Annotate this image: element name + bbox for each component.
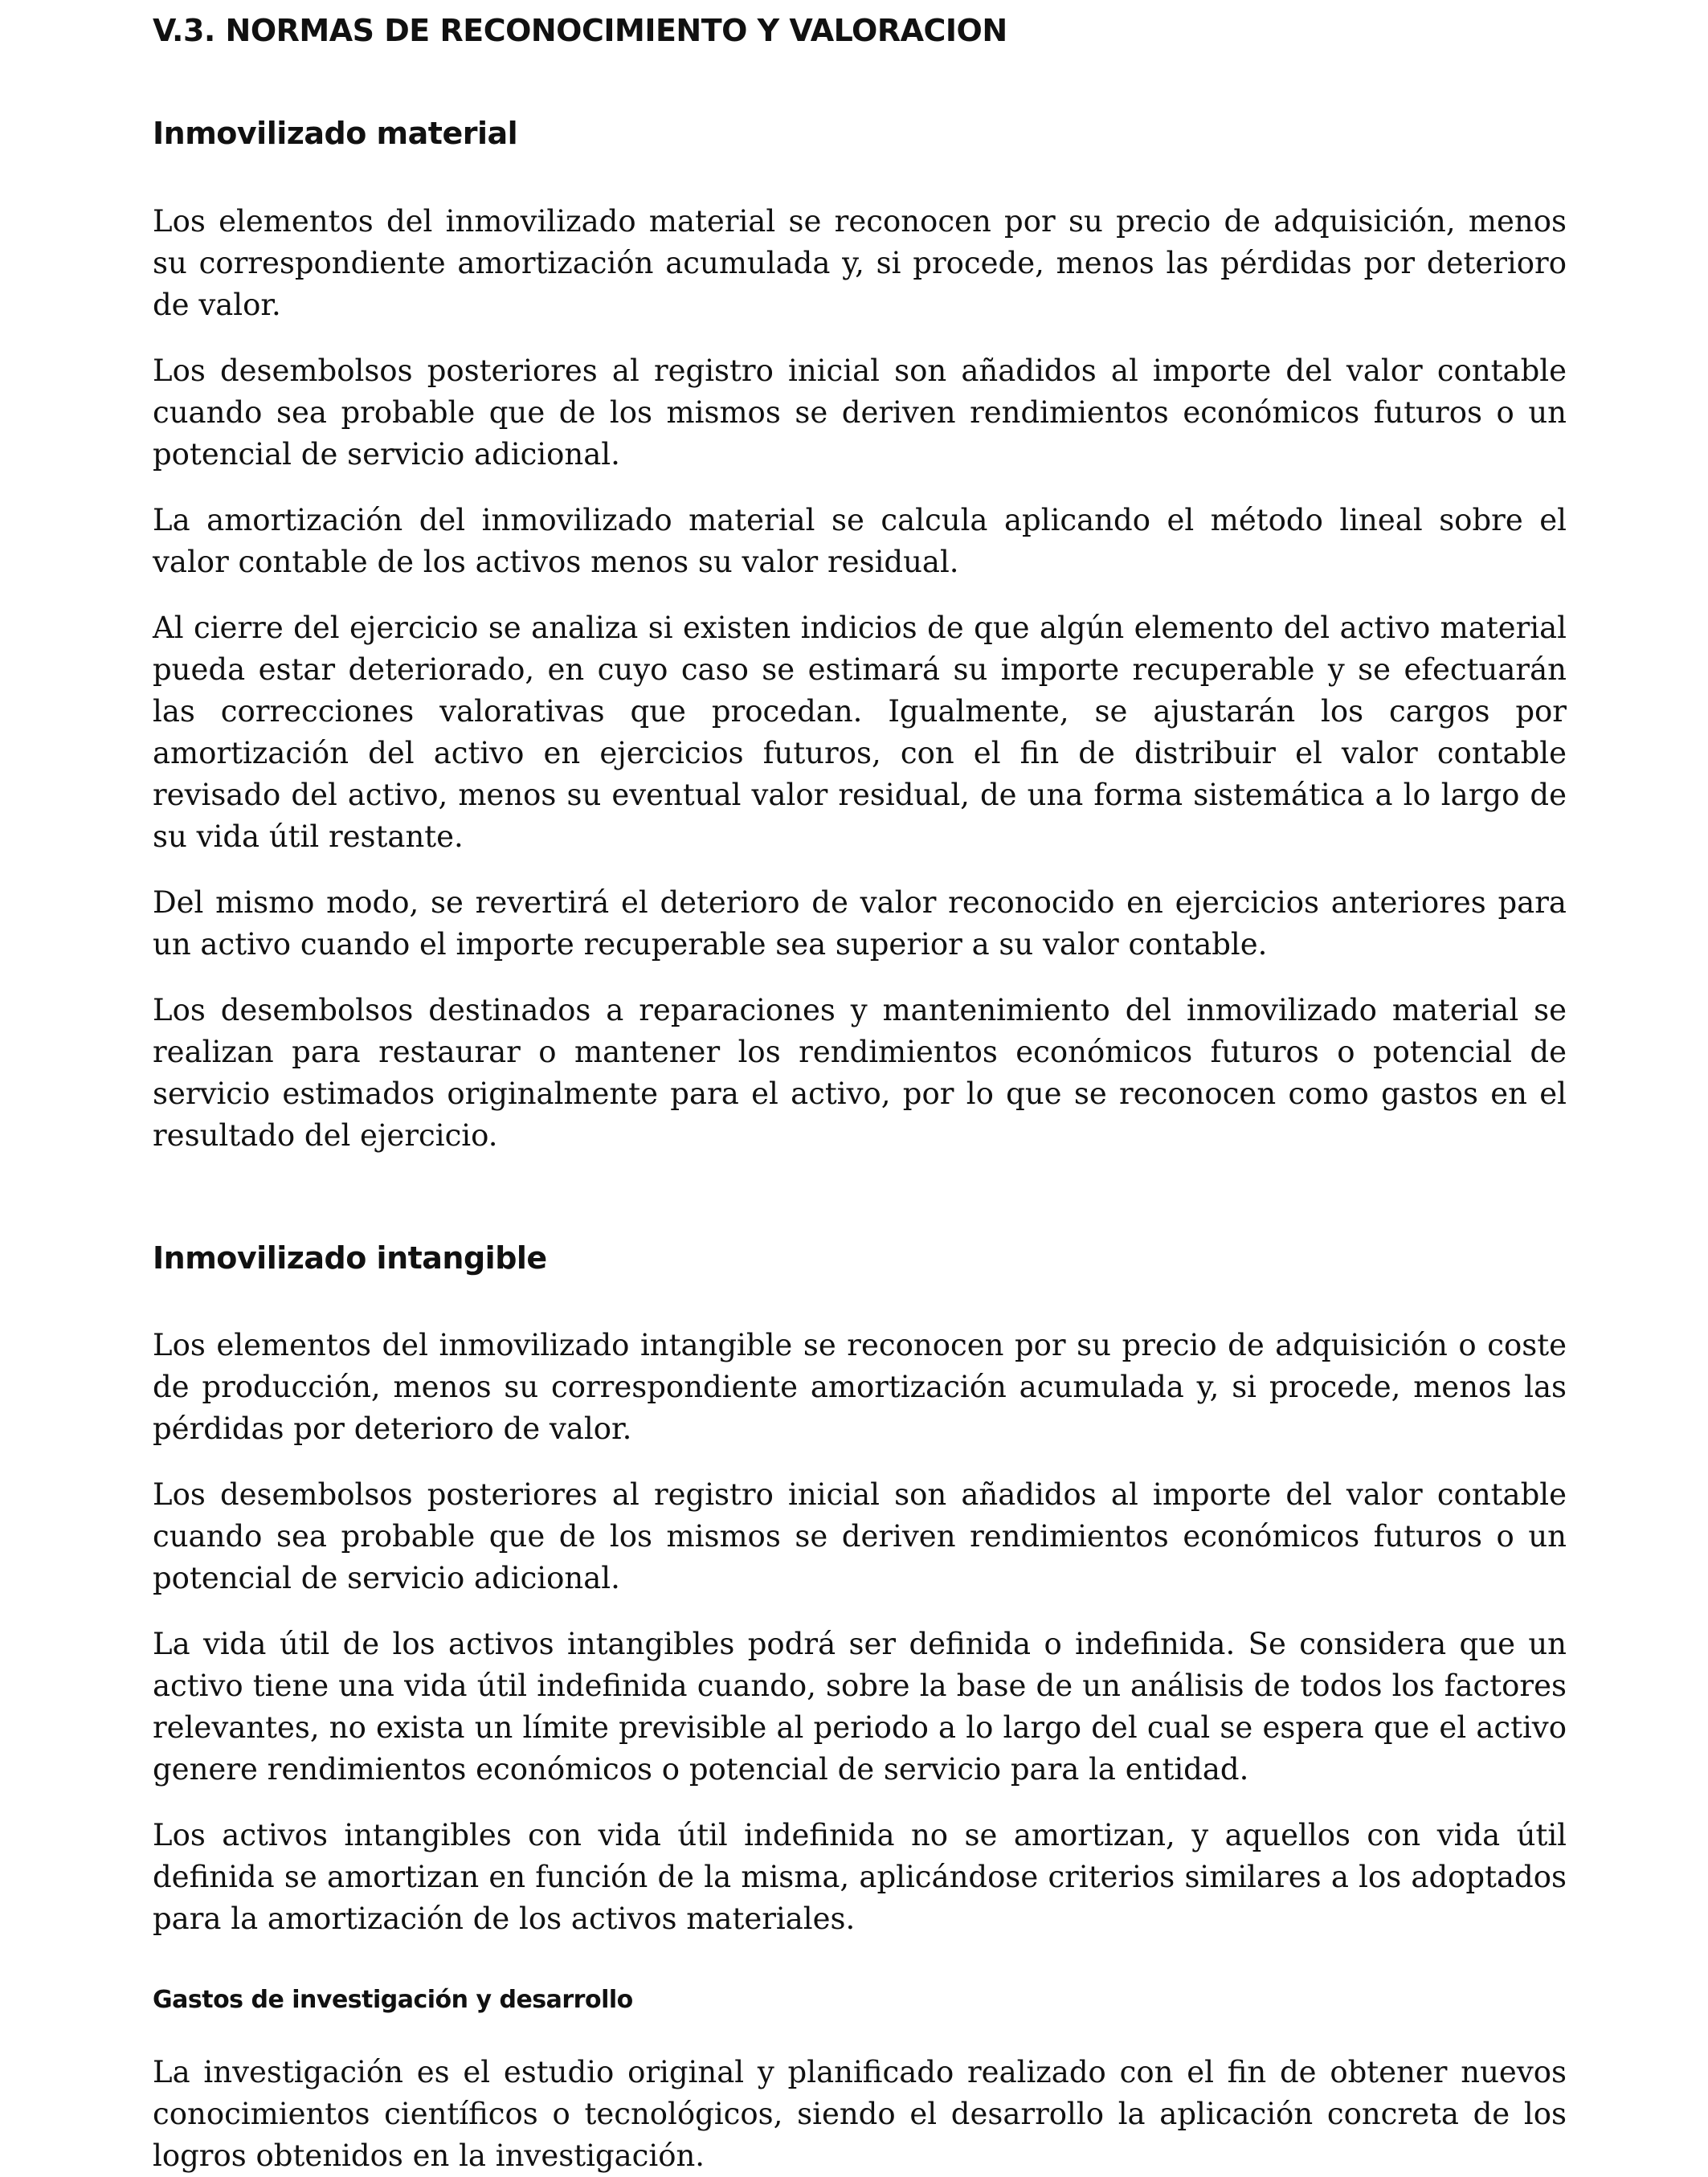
paragraph: La investigación es el estudio original y planificado realizado con el fin de obtener nuevos conocimientos científicos o tecnológicos, siendo el desarrollo la aplicación concreta de los logros obtenidos en la investigación. — [153, 2055, 1567, 2174]
section-heading: Inmovilizado material — [153, 115, 518, 151]
paragraph: Los desembolsos destinados a reparaciones y mantenimiento del inmovilizado material se realizan para restaurar o mantener los rendimientos económicos futuros o potencial de servicio estimados originalmente para el activo, por lo que se reconocen como gastos en el resultado del ejercicio. — [153, 992, 1567, 1153]
paragraph: La amortización del inmovilizado material se calcula aplicando el método lineal sobre el valor contable de los activos menos su valor residual. — [153, 502, 1567, 579]
paragraph: Al cierre del ejercicio se analiza si existen indicios de que algún elemento del activo material pueda estar deteriorado, en cuyo caso se estimará su importe recuperable y se efectuarán las correcciones valorativas que procedan. Igualmente, se ajustarán los cargos por amortización del activo en ejercicios futuros, con el fin de distribuir el valor contable revisado del activo, menos su eventual valor residual, de una forma sistemática a lo largo de su vida útil restante. — [153, 610, 1567, 854]
section-inmovilizado-intangible — [153, 1242, 1567, 2177]
paragraph: Los activos intangibles con vida útil indefinida no se amortizan, y aquellos con vida útil definida se amortizan en función de la misma, aplicándose criterios similares a los adoptados para la amortización de los activos materiales. — [153, 1818, 1567, 1937]
section-heading: Inmovilizado intangible — [153, 1240, 547, 1276]
paragraph: La vida útil de los activos intangibles podrá ser definida o indefinida. Se considera que un activo tiene una vida útil indefinida cuando, sobre la base de un análisis de todos los factores relevantes, no exista un límite previsible al periodo a lo largo del cual se espera que el activo genere rendimientos económicos o potencial de servicio para la entidad. — [153, 1627, 1567, 1787]
paragraph: Los desembolsos posteriores al registro inicial son añadidos al importe del valor contable cuando sea probable que de los mismos se deriven rendimientos económicos futuros o un potencial de servicio adicional. — [153, 353, 1567, 472]
subsection-heading: Gastos de investigación y desarrollo — [153, 1986, 633, 2015]
section-inmovilizado-material — [153, 117, 1567, 1157]
paragraph: Los desembolsos posteriores al registro inicial son añadidos al importe del valor contable cuando sea probable que de los mismos se deriven rendimientos económicos futuros o un potencial de servicio adicional. — [153, 1477, 1567, 1596]
paragraph: Del mismo modo, se revertirá el deterioro de valor reconocido en ejercicios anteriores para un activo cuando el importe recuperable sea superior a su valor contable. — [153, 884, 1567, 962]
paragraph: Los elementos del inmovilizado material se reconocen por su precio de adquisición, menos su correspondiente amortización acumulada y, si procede, menos las pérdidas por deterioro de valor. — [153, 203, 1567, 322]
document-title: V.3. NORMAS DE RECONOCIMIENTO Y VALORACION — [153, 13, 1007, 48]
paragraph: Los elementos del inmovilizado intangible se reconocen por su precio de adquisición o coste de producción, menos su correspondiente amortización acumulada y, si procede, menos las pérdidas por deterioro de valor. — [153, 1328, 1567, 1447]
